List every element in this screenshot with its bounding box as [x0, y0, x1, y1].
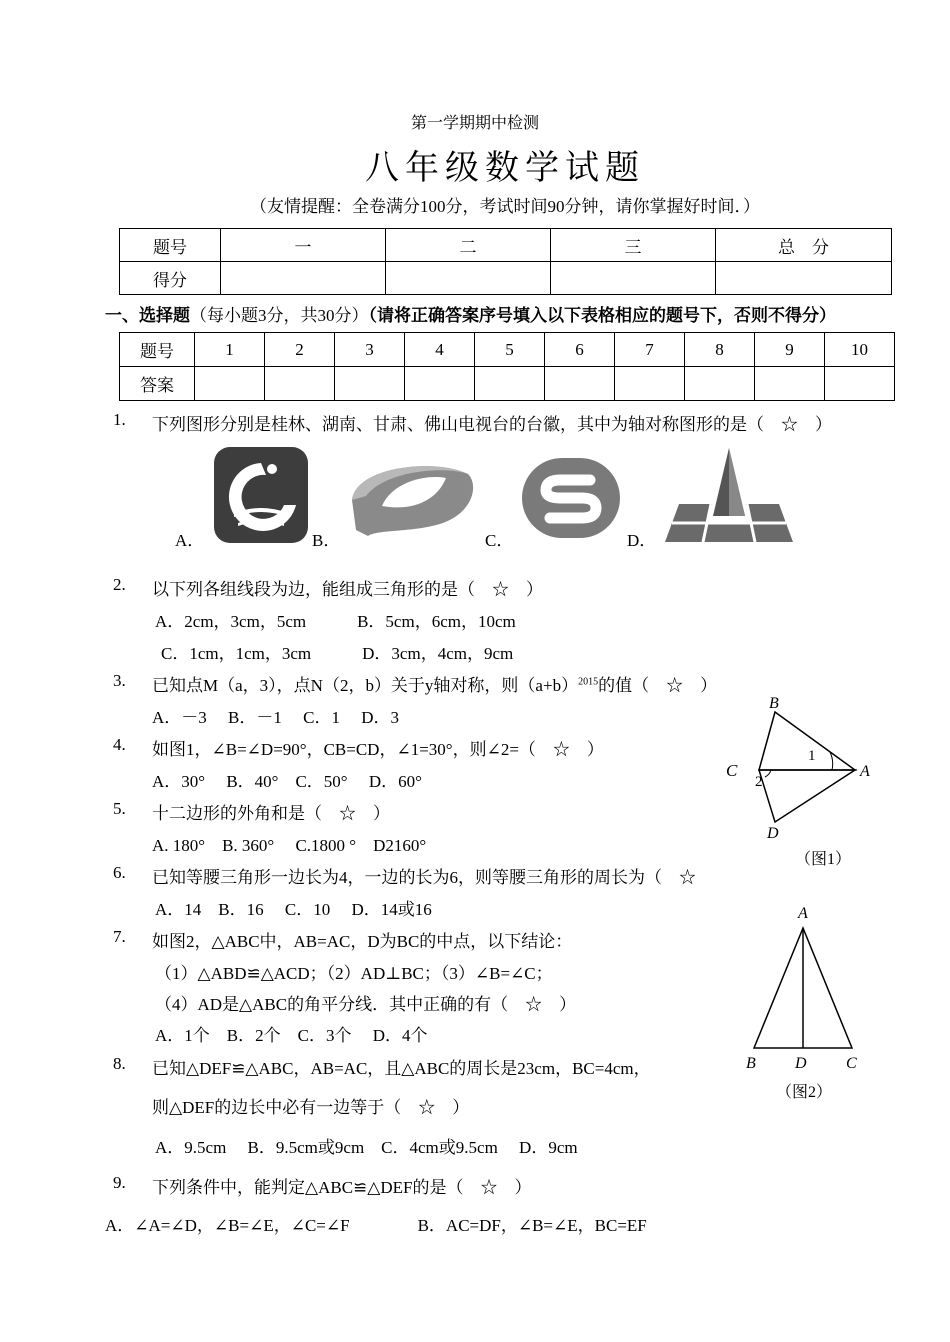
- figure1-diagram: [722, 692, 882, 842]
- q4-text: 如图1，∠B=∠D=90°，CB=CD，∠1=30°，则∠2=（ ☆ ）: [152, 740, 604, 759]
- q3-exponent: 2015: [578, 676, 599, 688]
- logo-a-image: [214, 447, 308, 543]
- figure1-angle2-arc: [765, 770, 771, 777]
- q4-options: A．30° B．40° C．50° D．60°: [152, 772, 422, 791]
- answer-number: 2: [265, 333, 335, 367]
- answer-cell[interactable]: [615, 367, 685, 401]
- logo-d-image: [665, 446, 793, 542]
- figure1-label-c: C: [726, 761, 738, 780]
- q6-text: 已知等腰三角形一边长为4，一边的长为6，则等腰三角形的周长为（ ☆: [152, 868, 696, 887]
- section1-heading: [105, 301, 836, 326]
- exam-subtitle: 第一学期期中检测: [410, 115, 539, 132]
- q7-number: 7.: [113, 927, 126, 946]
- figure1-triangle-bottom: [759, 770, 855, 822]
- answer-number: 1: [195, 333, 265, 367]
- figure2-label-a: A: [798, 905, 808, 922]
- score-input-cell[interactable]: [716, 262, 892, 295]
- answer-cell[interactable]: [755, 367, 825, 401]
- q7-text: 如图2，△ABC中，AB=AC，D为BC的中点，以下结论：: [152, 932, 573, 951]
- q3-text: [152, 671, 717, 696]
- answer-number: 10: [825, 333, 895, 367]
- q9-number: 9.: [113, 1173, 126, 1192]
- q1-option-b: B．: [312, 531, 341, 550]
- q8-line1: 则△DEF的边长中必有一边等于（ ☆ ）: [152, 1098, 470, 1117]
- answer-cell[interactable]: [685, 367, 755, 401]
- score-header-cell: 题号: [120, 229, 221, 262]
- figure1-angle2-label: 2: [755, 774, 763, 790]
- score-input-cell[interactable]: [386, 262, 551, 295]
- score-input-cell[interactable]: [551, 262, 716, 295]
- q1-option-a: A．: [175, 531, 205, 550]
- figure1-label-b: B: [769, 695, 779, 712]
- q1-option-c: C．: [485, 531, 514, 550]
- answer-number: 8: [685, 333, 755, 367]
- q4-number: 4.: [113, 735, 126, 754]
- figure1-label-a: A: [860, 763, 870, 780]
- answer-cell[interactable]: [195, 367, 265, 401]
- answer-cell[interactable]: [545, 367, 615, 401]
- score-header-cell: 三: [551, 229, 716, 262]
- figure2-label-d: D: [795, 1055, 807, 1072]
- q9-text: 下列条件中，能判定△ABC≌△DEF的是（ ☆ ）: [152, 1178, 532, 1197]
- logo-c-image: [520, 456, 622, 540]
- answer-cell[interactable]: [405, 367, 475, 401]
- q8-options: A．9.5cm B．9.5cm或9cm C．4cm或9.5cm D．9cm: [155, 1138, 578, 1157]
- score-input-cell[interactable]: [221, 262, 386, 295]
- figure2-caption: （图2）: [776, 1084, 833, 1101]
- score-label-cell: 得分: [120, 262, 221, 295]
- q6-number: 6.: [113, 863, 126, 882]
- q3-options: A．－3 B．－1 C．1 D．3: [152, 708, 399, 727]
- q1-number: 1.: [113, 410, 126, 429]
- q5-text: 十二边形的外角和是（ ☆ ）: [152, 804, 390, 823]
- figure1-triangle-top: [759, 712, 855, 770]
- q3-text-main: 已知点M（a，3），点N（2，b）关于y轴对称，则（a+b）: [152, 676, 579, 695]
- q2-number: 2.: [113, 575, 126, 594]
- exam-reminder: （友情提醒：全卷满分100分，考试时间90分钟，请你掌握好时间．）: [250, 197, 760, 216]
- q7-line1: （1）△ABD≌△ACD；（2）AD⊥BC；（3）∠B=∠C；: [155, 964, 553, 983]
- score-header-cell: 二: [386, 229, 551, 262]
- q1-text: 下列图形分别是桂林、湖南、甘肃、佛山电视台的台徽，其中为轴对称图形的是（ ☆ ）: [152, 415, 832, 434]
- score-table: [119, 228, 892, 295]
- q7-options: A．1个 B．2个 C．3个 D．4个: [155, 1026, 428, 1045]
- exam-title: 八年级数学试题: [365, 148, 645, 188]
- figure1-angle1-arc: [830, 752, 833, 770]
- q2-options-line2: C．1cm，1cm，3cm D．3cm，4cm，9cm: [161, 644, 514, 663]
- score-header-cell: 总 分: [716, 229, 892, 262]
- q1-option-d: D．: [627, 531, 657, 550]
- figure1-angle1-label: 1: [808, 748, 816, 764]
- answer-number: 9: [755, 333, 825, 367]
- q5-options: A. 180° B. 360° C.1800 ° D2160°: [152, 836, 427, 855]
- answer-number: 3: [335, 333, 405, 367]
- answer-cell[interactable]: [825, 367, 895, 401]
- answer-row-label: 答案: [120, 367, 195, 401]
- figure1-label-d: D: [767, 825, 779, 842]
- section1-note: （每小题3分，共30分）: [190, 306, 369, 325]
- answer-cell[interactable]: [475, 367, 545, 401]
- figure2-diagram: [740, 900, 870, 1075]
- q7-line2: （4）AD是△ABC的角平分线．其中正确的有（ ☆ ）: [155, 995, 577, 1014]
- answer-number: 5: [475, 333, 545, 367]
- answer-number: 6: [545, 333, 615, 367]
- figure2-label-c: C: [846, 1055, 857, 1072]
- answer-number: 7: [615, 333, 685, 367]
- answer-cell[interactable]: [265, 367, 335, 401]
- q5-number: 5.: [113, 799, 126, 818]
- figure1-caption: （图1）: [795, 851, 852, 868]
- logo-b-image: [346, 456, 478, 536]
- figure2-label-b: B: [746, 1055, 756, 1072]
- q8-text: 已知△DEF≌△ABC，AB=AC，且△ABC的周长是23cm，BC=4cm，: [152, 1059, 651, 1078]
- q9-options: A．∠A=∠D，∠B=∠E，∠C=∠F B．AC=DF，∠B=∠E，BC=EF: [105, 1216, 647, 1235]
- score-header-cell: 一: [221, 229, 386, 262]
- section1-instruction: （请将正确答案序号填入以下表格相应的题号下，否则不得分）: [368, 306, 836, 325]
- q6-options: A．14 B．16 C．10 D．14或16: [155, 900, 432, 919]
- q3-text-tail: 的值（ ☆ ）: [598, 676, 718, 695]
- answer-cell[interactable]: [335, 367, 405, 401]
- section1-title: 一、选择题: [105, 306, 190, 325]
- q3-number: 3.: [113, 671, 126, 690]
- answer-table: [119, 332, 895, 401]
- answer-header-label: 题号: [120, 333, 195, 367]
- q2-text: 以下列各组线段为边，能组成三角形的是（ ☆ ）: [152, 580, 543, 599]
- q2-options-line1: A．2cm，3cm，5cm B．5cm，6cm，10cm: [155, 612, 516, 631]
- q8-number: 8.: [113, 1054, 126, 1073]
- answer-number: 4: [405, 333, 475, 367]
